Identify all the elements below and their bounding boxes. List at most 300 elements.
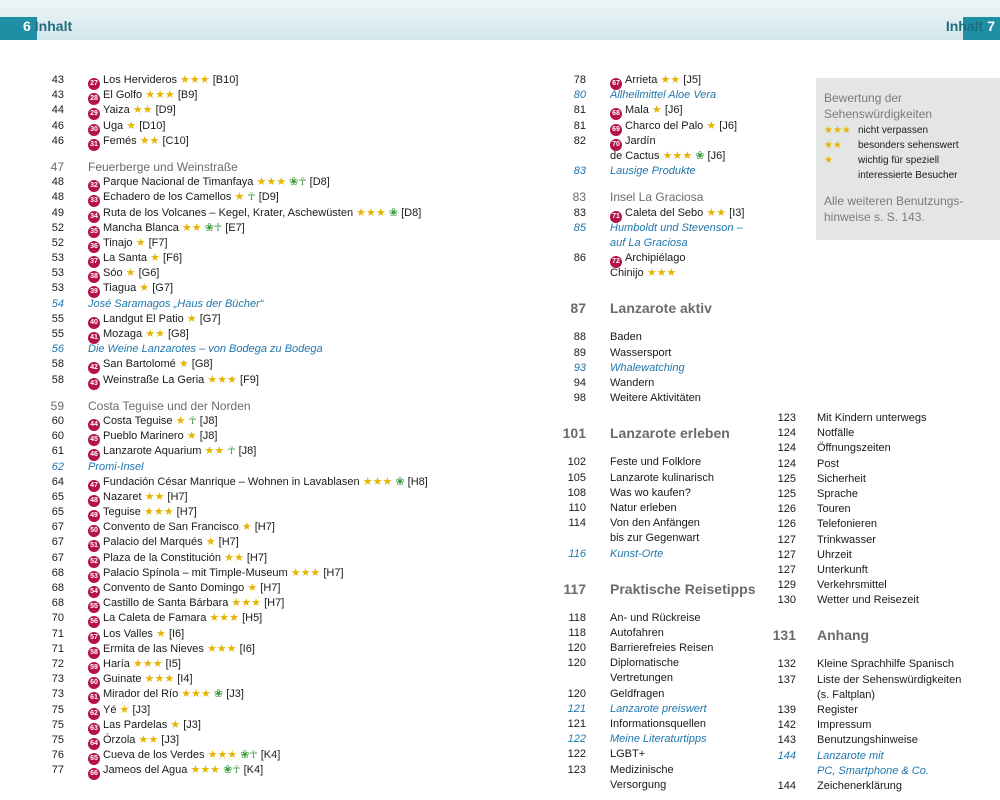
page-number: 44 — [51, 104, 64, 117]
toc-entry[interactable] — [560, 687, 800, 702]
toc-entry[interactable] — [770, 548, 995, 563]
sight-number-badge: 30 — [88, 124, 100, 136]
sight-number-badge: 45 — [88, 434, 100, 446]
toc-entry[interactable] — [40, 733, 520, 748]
entry-text — [817, 718, 871, 733]
toc-entry[interactable] — [40, 642, 520, 657]
feature-icons: ❀ — [213, 688, 224, 701]
feature-icons: ❀ — [388, 206, 399, 219]
map-grid-reference: [K4] — [243, 764, 264, 777]
toc-entry[interactable] — [770, 411, 995, 426]
entry-text — [610, 486, 691, 501]
sight-number-badge: 33 — [88, 195, 100, 207]
toc-feature-entry[interactable] — [770, 764, 995, 779]
map-grid-reference: [H7] — [264, 597, 285, 610]
page-number: 83 — [572, 190, 586, 205]
entry-title: LGBT+ — [610, 748, 646, 761]
toc-entry[interactable] — [770, 441, 995, 456]
entry-title: Órzola — [103, 733, 136, 746]
map-grid-reference: [F9] — [240, 373, 259, 386]
toc-feature-entry[interactable] — [770, 749, 995, 764]
legend-stars: ★★★ — [824, 125, 851, 136]
toc-entry[interactable] — [770, 426, 995, 441]
toc-entry[interactable] — [40, 748, 520, 763]
page-number: 124 — [777, 457, 796, 470]
toc-feature-entry[interactable] — [40, 460, 520, 475]
toc-entry[interactable] — [770, 718, 995, 733]
page-number: 144 — [777, 779, 796, 792]
toc-feature-entry[interactable] — [560, 547, 800, 562]
toc-entry[interactable] — [560, 391, 800, 406]
rating-stars: ★ — [150, 252, 160, 265]
toc-feature-entry[interactable] — [560, 732, 800, 747]
page-number: 55 — [51, 312, 64, 325]
entry-text — [610, 747, 645, 762]
entry-text — [817, 703, 858, 718]
entry-text — [610, 149, 725, 164]
entry-text — [817, 502, 851, 517]
entry-title: Convento de Santo Domingo — [103, 582, 245, 594]
toc-entry[interactable] — [40, 236, 520, 251]
entry-text — [610, 687, 664, 702]
page-number: 121 — [567, 702, 586, 715]
toc-feature-entry[interactable] — [40, 342, 520, 357]
toc-feature-entry[interactable] — [560, 221, 800, 236]
toc-entry[interactable] — [560, 763, 800, 778]
map-grid-reference: [B10] — [212, 74, 239, 86]
entry-title: Mirador del Río — [103, 688, 179, 701]
feature-icons: ❀☥ — [204, 221, 223, 234]
toc-entry[interactable] — [560, 778, 800, 793]
rating-stars: ★ — [651, 104, 662, 117]
entry-title: Costa Teguise — [103, 414, 173, 427]
entry-title: Impressum — [817, 719, 872, 732]
toc-entry[interactable] — [40, 134, 520, 149]
page-number: 65 — [51, 490, 64, 503]
legend-note: Alle weiteren Benutzungshinweise s. S. 143. — [824, 194, 964, 224]
toc-section-heading[interactable] — [40, 399, 520, 414]
toc-entry[interactable] — [560, 266, 800, 281]
map-grid-reference: [J8] — [238, 445, 257, 458]
toc-entry[interactable] — [770, 502, 995, 517]
entry-title: Guinate — [103, 673, 142, 686]
rating-stars: ★ — [126, 119, 137, 132]
page-number: 129 — [777, 579, 796, 592]
page-number: 127 — [777, 563, 796, 576]
toc-entry[interactable] — [560, 73, 800, 88]
toc-entry[interactable] — [560, 626, 800, 641]
page-number: 139 — [777, 704, 796, 716]
page-number: 94 — [573, 377, 586, 389]
sight-number-badge: 41 — [88, 332, 100, 344]
rating-stars: ★ — [125, 267, 136, 280]
entry-title: Echadero de los Camellos — [103, 191, 232, 204]
rating-stars: ★★★ — [256, 176, 287, 189]
toc-entry[interactable] — [770, 688, 995, 703]
toc-entry[interactable] — [40, 175, 520, 190]
toc-entry[interactable] — [560, 330, 800, 345]
toc-entry[interactable] — [40, 520, 520, 535]
entry-text — [610, 190, 703, 205]
header-left — [23, 18, 72, 34]
toc-entry[interactable] — [770, 472, 995, 487]
page-number: 73 — [51, 688, 64, 701]
page-number: 43 — [51, 89, 64, 102]
entry-title: Allheilmittel Aloe Vera — [610, 89, 717, 102]
entry-title: Yaiza — [103, 104, 130, 117]
entry-text — [610, 471, 714, 486]
toc-entry[interactable] — [560, 455, 800, 470]
entry-text — [817, 673, 961, 688]
toc-feature-entry[interactable] — [560, 702, 800, 717]
toc-entry[interactable] — [770, 533, 995, 548]
entry-title: Feste und Folklore — [610, 456, 702, 469]
map-grid-reference: [I6] — [239, 642, 255, 655]
toc-entry[interactable] — [560, 531, 800, 546]
entry-text — [88, 160, 238, 175]
toc-entry[interactable] — [40, 627, 520, 642]
page-number: 53 — [51, 282, 64, 295]
rating-stars: ★ — [241, 521, 252, 534]
toc-entry[interactable] — [560, 119, 800, 134]
page-number: 114 — [568, 517, 586, 530]
sight-number-badge: 44 — [88, 419, 100, 431]
map-grid-reference: [E7] — [225, 221, 245, 234]
toc-entry[interactable] — [40, 551, 520, 566]
map-grid-reference: [K4] — [260, 749, 281, 762]
entry-title: Sprache — [817, 487, 858, 500]
page-number: 67 — [51, 536, 64, 549]
legend-row — [824, 139, 959, 153]
rating-stars: ★ — [186, 430, 197, 443]
toc-entry[interactable] — [560, 103, 800, 118]
sight-number-badge: 51 — [88, 540, 100, 552]
toc-feature-entry[interactable] — [560, 88, 800, 103]
page-number: 59 — [50, 398, 64, 413]
toc-entry[interactable] — [770, 657, 995, 672]
toc-entry[interactable] — [770, 487, 995, 502]
entry-title: Register — [817, 704, 858, 716]
entry-title: Tiagua — [103, 282, 137, 295]
toc-entry[interactable] — [770, 779, 995, 794]
map-grid-reference: [I3] — [729, 206, 745, 219]
entry-title: Haría — [103, 657, 130, 670]
toc-entry[interactable] — [40, 327, 520, 342]
entry-title: Baden — [610, 331, 642, 344]
toc-entry[interactable] — [40, 596, 520, 611]
page-number: 142 — [777, 719, 796, 732]
rating-legend-box — [816, 78, 1000, 240]
entry-text — [817, 688, 875, 703]
entry-text — [817, 426, 854, 441]
map-grid-reference: [I4] — [177, 673, 193, 686]
entry-text — [610, 236, 688, 251]
sight-number-badge: 66 — [88, 768, 100, 780]
toc-entry[interactable] — [40, 88, 520, 103]
entry-text — [817, 657, 954, 672]
header-title-right: Inhalt — [945, 18, 984, 34]
toc-entry[interactable] — [40, 312, 520, 327]
toc-entry[interactable] — [560, 251, 800, 266]
entry-title: Ruta de los Volcanes – Kegel, Krater, Aschewüsten — [103, 206, 354, 219]
toc-entry[interactable] — [770, 578, 995, 593]
toc-feature-entry[interactable] — [560, 164, 800, 179]
entry-title: Trinkwasser — [817, 533, 876, 546]
toc-entry[interactable] — [40, 581, 520, 596]
entry-title: Teguise — [103, 506, 141, 519]
toc-entry[interactable] — [40, 444, 520, 459]
entry-text — [817, 411, 926, 426]
entry-title: Jameos del Agua — [103, 764, 188, 777]
entry-title: de Cactus — [610, 149, 660, 162]
spacer — [560, 562, 800, 573]
entry-title: Convento de San Francisco — [103, 521, 239, 534]
entry-text — [610, 330, 642, 345]
entry-title: (s. Faltplan) — [817, 688, 876, 701]
toc-entry[interactable] — [40, 281, 520, 296]
page-number: 58 — [51, 358, 64, 371]
toc-entry[interactable] — [40, 103, 520, 118]
toc-entry[interactable] — [770, 733, 995, 748]
entry-text — [610, 391, 701, 406]
toc-entry[interactable] — [560, 206, 800, 221]
rating-stars: ★★ — [204, 445, 225, 458]
toc-chapter-heading[interactable] — [560, 417, 800, 449]
rating-stars: ★★ — [132, 104, 153, 117]
page-number: 43 — [51, 74, 64, 86]
toc-chapter-heading[interactable] — [560, 573, 800, 605]
entry-text — [610, 611, 701, 626]
page-number: 52 — [51, 221, 64, 234]
page-number: 75 — [51, 703, 64, 716]
page-number: 124 — [777, 427, 796, 440]
toc-feature-entry[interactable] — [560, 361, 800, 376]
toc-entry[interactable] — [40, 190, 520, 205]
rating-stars: ★ — [135, 236, 146, 249]
entry-title: Tinajo — [103, 236, 133, 249]
spacer — [560, 281, 800, 292]
rating-stars: ★ — [205, 536, 216, 549]
toc-entry[interactable] — [40, 566, 520, 581]
entry-title: Medizinische — [610, 763, 674, 776]
sight-number-badge: 47 — [88, 480, 100, 492]
sight-number-badge: 68 — [610, 108, 622, 120]
rating-stars: ★★ — [144, 490, 165, 503]
toc-feature-entry[interactable] — [560, 236, 800, 251]
page-number: 48 — [51, 191, 64, 204]
rating-stars: ★★★ — [144, 673, 175, 686]
rating-stars: ★★ — [224, 551, 244, 564]
header-bar — [0, 0, 1000, 40]
entry-title: Mala — [625, 104, 649, 117]
entry-title: Zeichenerklärung — [817, 779, 902, 792]
entry-title: Benutzungshinweise — [817, 734, 918, 747]
entry-title: Barrierefreies Reisen — [610, 642, 714, 655]
entry-title: Whalewatching — [610, 361, 685, 374]
sight-number-badge: 38 — [88, 271, 100, 283]
entry-text — [88, 342, 323, 357]
sight-number-badge: 27 — [88, 78, 100, 90]
toc-entry[interactable] — [40, 373, 520, 388]
toc-entry[interactable] — [560, 501, 800, 516]
toc-entry[interactable] — [40, 687, 520, 702]
page-number: 137 — [777, 673, 796, 686]
rating-stars: ★★★ — [231, 597, 262, 610]
entry-title: Wetter und Reisezeit — [817, 594, 919, 607]
toc-entry[interactable] — [40, 206, 520, 221]
rating-stars: ★★★ — [209, 612, 239, 625]
toc-entry[interactable] — [560, 346, 800, 361]
rating-stars: ★ — [156, 627, 166, 640]
toc-entry[interactable] — [40, 535, 520, 550]
toc-section-heading[interactable] — [560, 190, 800, 205]
page-number: 65 — [51, 506, 64, 519]
toc-entry[interactable] — [40, 718, 520, 733]
toc-entry[interactable] — [560, 717, 800, 732]
entry-text — [88, 399, 251, 414]
page-number: 130 — [777, 594, 796, 607]
toc-entry[interactable] — [560, 149, 800, 164]
entry-title: auf La Graciosa — [610, 236, 688, 249]
toc-entry[interactable] — [770, 593, 995, 608]
page-number: 110 — [568, 501, 586, 514]
sight-number-badge: 53 — [88, 571, 100, 583]
toc-entry[interactable] — [40, 703, 520, 718]
toc-entry[interactable] — [40, 475, 520, 490]
toc-entry[interactable] — [560, 641, 800, 656]
toc-entry[interactable] — [40, 119, 520, 134]
entry-text — [88, 763, 263, 780]
page-number: 47 — [50, 159, 64, 174]
toc-entry[interactable] — [40, 266, 520, 281]
page-number: 122 — [567, 748, 586, 761]
rating-stars: ★★★ — [207, 749, 238, 762]
entry-text — [817, 764, 929, 779]
toc-entry[interactable] — [40, 73, 520, 88]
spacer — [560, 406, 800, 417]
toc-entry[interactable] — [560, 611, 800, 626]
map-grid-reference: [D10] — [139, 119, 166, 132]
page-number: 122 — [567, 733, 586, 746]
rating-stars: ★★★ — [362, 475, 393, 488]
page-number: 68 — [51, 582, 64, 594]
page-number: 143 — [777, 734, 796, 747]
entry-title: Arrieta — [625, 74, 658, 86]
entry-title: Natur erleben — [610, 501, 677, 514]
sight-number-badge: 72 — [610, 256, 622, 268]
entry-title: Meine Literaturtipps — [610, 733, 707, 746]
sight-number-badge: 31 — [88, 139, 100, 151]
toc-entry[interactable] — [40, 429, 520, 444]
toc-chapter-heading[interactable] — [560, 292, 800, 324]
page-number: 78 — [573, 74, 586, 86]
toc-entry[interactable] — [560, 656, 800, 671]
entry-text — [817, 472, 866, 487]
toc-entry[interactable] — [770, 563, 995, 578]
sight-number-badge: 71 — [610, 211, 622, 223]
entry-title: Plaza de la Constitución — [103, 551, 222, 564]
sight-number-badge: 57 — [88, 632, 100, 644]
map-grid-reference: [J3] — [161, 733, 179, 746]
sight-number-badge: 54 — [88, 586, 100, 598]
entry-title: Cueva de los Verdes — [103, 749, 205, 762]
entry-title: Lanzarote mit — [817, 749, 884, 762]
entry-title: Autofahren — [610, 626, 664, 639]
toc-entry[interactable] — [40, 672, 520, 687]
header-title-left: Inhalt — [34, 18, 73, 34]
toc-entry[interactable] — [560, 134, 800, 149]
toc-entry[interactable] — [560, 747, 800, 762]
map-grid-reference: [J8] — [199, 430, 218, 443]
legend-row — [824, 154, 939, 168]
toc-entry[interactable] — [40, 357, 520, 372]
page-number: 121 — [567, 718, 586, 730]
entry-title: Insel La Graciosa — [610, 190, 704, 205]
toc-entry[interactable] — [770, 673, 995, 688]
toc-entry[interactable] — [770, 457, 995, 472]
toc-entry[interactable] — [40, 221, 520, 236]
toc-entry[interactable] — [560, 376, 800, 391]
entry-title: La Caleta de Famara — [103, 612, 207, 625]
sight-number-badge: 69 — [610, 124, 622, 136]
entry-title: Palacio Spínola – mit Timple-Museum — [103, 566, 288, 579]
toc-entry[interactable] — [40, 251, 520, 266]
feature-icons: ☥ — [227, 445, 236, 458]
toc-entry[interactable] — [560, 671, 800, 686]
toc-entry[interactable] — [560, 471, 800, 486]
page-number: 81 — [573, 119, 586, 132]
toc-chapter-heading[interactable] — [770, 619, 995, 651]
entry-title: Geldfragen — [610, 687, 665, 700]
page-number: 53 — [51, 252, 64, 265]
entry-title: Feuerberge und Weinstraße — [88, 159, 238, 174]
entry-text — [610, 763, 674, 778]
toc-entry[interactable] — [40, 763, 520, 778]
entry-text — [817, 779, 902, 794]
rating-stars: ★★★ — [206, 642, 237, 655]
legend-row — [824, 169, 958, 183]
toc-feature-entry[interactable] — [40, 297, 520, 312]
entry-title: Was wo kaufen? — [610, 486, 691, 499]
page-number: 70 — [51, 612, 64, 625]
entry-title: Telefonieren — [817, 518, 877, 531]
toc-entry[interactable] — [40, 414, 520, 429]
entry-title: Las Pardelas — [103, 718, 168, 731]
page-number: 46 — [51, 134, 64, 147]
toc-entry[interactable] — [40, 490, 520, 505]
entry-text — [88, 460, 144, 475]
toc-entry[interactable] — [770, 517, 995, 532]
entry-title: Mit Kindern unterwegs — [817, 412, 927, 424]
toc-column-3 — [770, 411, 995, 794]
toc-entry[interactable] — [560, 486, 800, 501]
entry-title: Charco del Palo — [625, 119, 704, 132]
rating-stars: ★ — [139, 282, 150, 295]
map-grid-reference: [H8] — [407, 475, 428, 488]
rating-stars: ★★ — [145, 328, 165, 340]
toc-entry[interactable] — [40, 657, 520, 672]
toc-entry[interactable] — [770, 703, 995, 718]
map-grid-reference: [H7] — [323, 566, 344, 579]
sight-number-badge: 50 — [88, 525, 100, 537]
toc-entry[interactable] — [560, 516, 800, 531]
toc-section-heading[interactable] — [40, 160, 520, 175]
toc-entry[interactable] — [40, 505, 520, 520]
page-number: 118 — [568, 611, 586, 624]
entry-title: Fundación César Manrique – Wohnen in Lavablasen — [103, 475, 360, 488]
entry-title: Weinstraße La Geria — [103, 373, 205, 386]
toc-entry[interactable] — [40, 611, 520, 626]
